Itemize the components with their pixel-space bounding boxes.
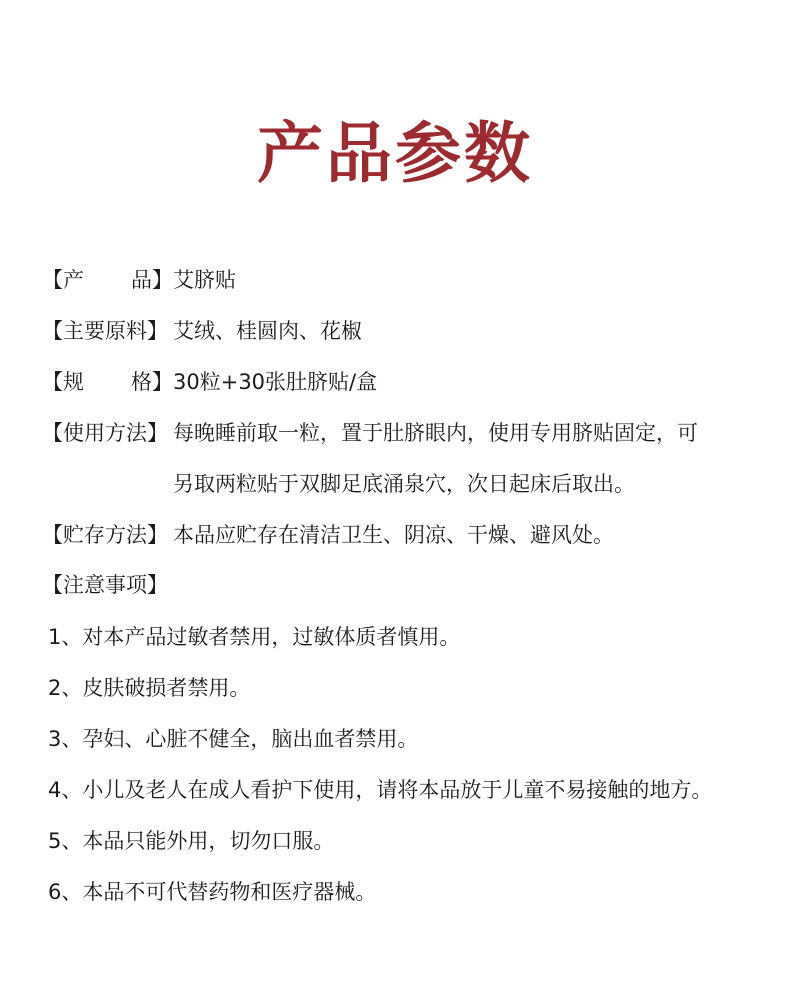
param-value-product: 艾脐贴 <box>173 268 236 292</box>
param-label-ingredients: 【主要原料】 <box>42 319 168 343</box>
param-label-usage: 【使用方法】 <box>42 421 168 445</box>
param-value-spec: 30粒+30张肚脐贴/盒 <box>173 370 378 394</box>
param-row-product <box>42 262 236 298</box>
param-label-spec: 【规 格】 <box>42 370 173 394</box>
param-value-ingredients: 艾绒、桂圆肉、花椒 <box>173 319 362 343</box>
param-label-product: 【产 品】 <box>42 268 173 292</box>
param-row-spec <box>42 364 377 400</box>
param-value-usage-continued: 另取两粒贴于双脚足底涌泉穴，次日起床后取出。 <box>173 472 635 496</box>
notice-item: 5、本品只能外用，切勿口服。 <box>48 829 335 853</box>
page-title: 产品参数 <box>257 114 533 192</box>
notice-item: 2、皮肤破损者禁用。 <box>48 676 251 700</box>
notice-item: 6、本品不可代替药物和医疗器械。 <box>48 880 377 904</box>
notice-heading: 【注意事项】 <box>42 573 168 597</box>
notice-item: 3、孕妇、心脏不健全，脑出血者禁用。 <box>48 727 419 751</box>
notice-item: 1、对本产品过敏者禁用，过敏体质者慎用。 <box>48 625 461 649</box>
notice-item: 4、小儿及老人在成人看护下使用，请将本品放于儿童不易接触的地方。 <box>48 778 713 802</box>
param-row-usage <box>42 415 698 451</box>
param-value-storage: 本品应贮存在清洁卫生、阴凉、干燥、避风处。 <box>173 523 614 547</box>
param-row-storage <box>42 517 614 553</box>
param-row-ingredients <box>42 313 362 349</box>
param-label-storage: 【贮存方法】 <box>42 523 168 547</box>
param-value-usage: 每晚睡前取一粒，置于肚脐眼内，使用专用脐贴固定，可 <box>173 421 698 445</box>
